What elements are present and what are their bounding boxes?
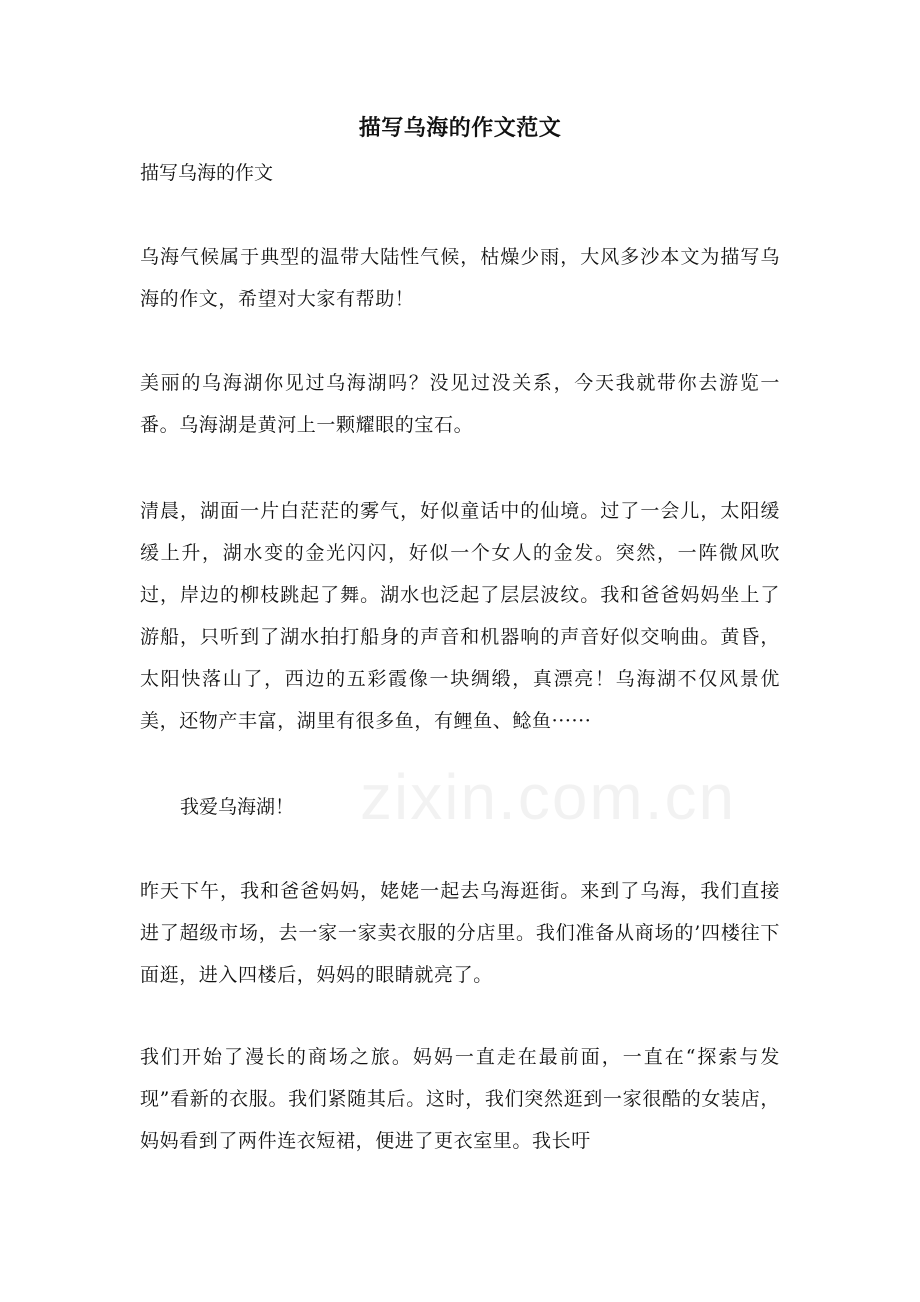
paragraph-closing-line: 我爱乌海湖！ <box>180 796 295 818</box>
watermark: zixin.com.cn <box>360 761 737 833</box>
paragraph-lake-intro: 美丽的乌海湖你见过乌海湖吗？没见过没关系，今天我就带你去游览一番。乌海湖是黄河上一颗耀眼的宝石。 <box>140 372 780 436</box>
document-subtitle: 描写乌海的作文 <box>140 162 274 184</box>
document-title: 描写乌海的作文范文 <box>358 115 562 141</box>
paragraph-intro: 乌海气候属于典型的温带大陆性气候，枯燥少雨，大风多沙本文为描写乌海的作文，希望对大家有帮助！ <box>140 246 780 310</box>
paragraph-shopping-start: 昨天下午，我和爸爸妈妈，姥姥一起去乌海逛街。来到了乌海，我们直接进了超级市场，去一家一家卖衣服的分店里。我们准备从商场的’四楼往下面逛，进入四楼后，妈妈的眼睛就亮了。 <box>140 880 780 986</box>
paragraph-lake-scenery: 清晨，湖面一片白茫茫的雾气，好似童话中的仙境。过了一会儿，太阳缓缓上升，湖水变的金光闪闪，好似一个女人的金发。突然，一阵微风吹过，岸边的柳枝跳起了舞。湖水也泛起了层层波纹。我和爸爸妈妈坐上了游船，只听到了湖水拍打船身的声音和机器响的声音好似交响曲。黄昏，太阳快落山了，西边的五彩霞像一块绸缎，真漂亮！乌海湖不仅风景优美，还物产丰富，湖里有很多鱼，有鲤鱼、鲶鱼······ <box>140 500 780 732</box>
paragraph-shopping-journey: 我们开始了漫长的商场之旅。妈妈一直走在最前面，一直在“探索与发现”看新的衣服。我们紧随其后。这时，我们突然逛到一家很酷的女装店，妈妈看到了两件连衣短裙，便进了更衣室里。我长吁 <box>140 1046 780 1152</box>
